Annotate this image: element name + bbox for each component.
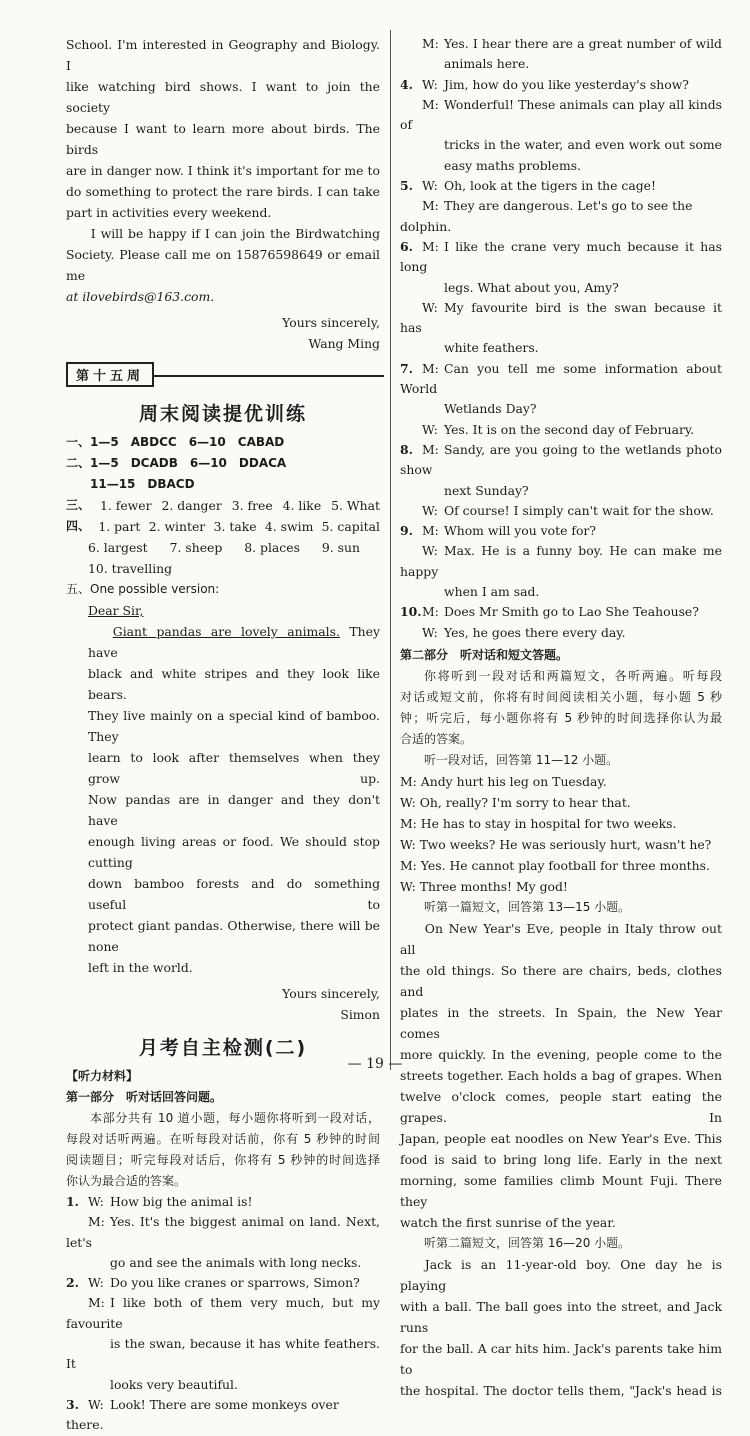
passage1-line: On New Year's Eve, people in Italy throw out all: [400, 920, 722, 957]
passage1-heading: 听第一篇短文，回答第 13—15 小题。: [424, 899, 631, 914]
monthly-test-title: 月考自主检测(二): [138, 1037, 308, 1059]
speaker-label: M:: [422, 36, 439, 51]
dialog-item: [400, 95, 722, 136]
dialog-text: I like both of them very much, but my favourite: [66, 1295, 380, 1331]
dialog-item: [400, 75, 722, 95]
dialog-item: [400, 440, 722, 481]
answer-key: [66, 432, 380, 1025]
answer-item: 3. take: [213, 519, 257, 534]
question-number: 4.: [400, 76, 413, 92]
passage2-line: Jack is an 11-year-old boy. One day he is playing: [400, 1256, 722, 1293]
answer-item: 5. capital: [321, 519, 380, 534]
dialog-item: [66, 1334, 380, 1375]
dialog-item: [400, 135, 722, 155]
dialog-text: go and see the animals with long necks.: [110, 1254, 362, 1270]
dialog-item: [400, 602, 722, 622]
letter-line: do something to protect the rare birds. I can take: [66, 184, 380, 199]
dialog-text: looks very beautiful.: [110, 1376, 238, 1392]
speaker-label: M:: [422, 441, 439, 457]
dialog-item: [400, 420, 722, 440]
dialog-text: Does Mr Smith go to Lao She Teahouse?: [444, 604, 699, 620]
question-number: 2.: [66, 1275, 79, 1291]
passage1-line: Japan, people eat noodles on New Year's Eve. This: [400, 1130, 722, 1146]
dialog-list: [400, 34, 722, 643]
question-number: 7.: [400, 360, 413, 376]
dialog-item: [400, 501, 722, 521]
dialog-text: Jim, how do you like yesterday's show?: [444, 76, 689, 92]
answer-item: 1. part: [98, 519, 141, 534]
part2-heading: 第二部分 听对话和短文答题。: [400, 647, 569, 662]
dialog-item: [400, 34, 722, 54]
answer-item: 8. places: [244, 540, 300, 555]
dialog-line: W: Three months! My god!: [400, 878, 568, 894]
speaker-label: W:: [422, 299, 438, 315]
passage1-line: the old things. So there are chairs, beds, clothes and: [400, 962, 722, 999]
essay-line: black and white stripes and they look like bears.: [88, 666, 380, 702]
passage1-line: watch the first sunrise of the year.: [400, 1214, 616, 1230]
dialog-item: [66, 1192, 380, 1212]
dialog-item: [400, 521, 722, 541]
letter-email-line: at ilovebirds@163.com.: [66, 289, 215, 304]
answer-item: 6. largest: [88, 540, 148, 555]
dialog-text: Look! There are some monkeys over there.: [66, 1396, 339, 1433]
dialog-item: [400, 176, 722, 196]
dialog-text: Whom will you vote for?: [444, 523, 596, 539]
answer-row-4b: [66, 537, 380, 558]
answer-item: 3. free: [231, 498, 273, 513]
dialog-list: [66, 1192, 380, 1436]
letter-line: are in danger now. I think it's important for me to: [66, 163, 380, 178]
dialog-item: [400, 623, 722, 643]
speaker-label: M:: [422, 198, 439, 214]
answer-prefix: 四、: [66, 519, 91, 533]
dialog-text: Wetlands Day?: [444, 401, 537, 417]
passage2-line: the hospital. The doctor tells them, "Jack's head is: [400, 1382, 722, 1398]
speaker-label: M:: [88, 1214, 105, 1230]
dialog-text: tricks in the water, and even work out some: [444, 137, 722, 153]
question-number: 10.: [400, 604, 422, 620]
left-column: [66, 34, 380, 1436]
speaker-label: W:: [88, 1275, 104, 1291]
speaker-label: W:: [422, 421, 438, 437]
essay-closing: Yours sincerely,: [282, 986, 380, 1001]
reading-title: 周末阅读提优训练: [138, 403, 307, 425]
dialog-text: when I am sad.: [444, 584, 540, 600]
dialog-text: animals here.: [444, 56, 530, 72]
answer-row-4c: 10. travelling: [88, 561, 173, 576]
dialog-item: [66, 1253, 380, 1273]
speaker-label: W:: [88, 1396, 104, 1412]
part1-instruction: 本部分共有 10 道小题，每小题你将听到一段对话，: [90, 1111, 380, 1125]
part2-instruction: 对话或短文前，你将有时间阅读相关小题，每小题 5 秒: [400, 689, 722, 704]
answer-row-3: [66, 495, 380, 516]
question-number: 9.: [400, 523, 413, 539]
dialog-text: Can you tell me some information about World: [400, 360, 722, 397]
dialog-text: They are dangerous. Let's go to see the dolphin.: [400, 198, 693, 234]
dialog-text: Max. He is a funny boy. He can make me happy: [400, 543, 722, 579]
dialog-text: I like the crane very much because it has long: [400, 238, 722, 275]
dialog-text: Yes. I hear there are a great number of wild: [444, 36, 722, 51]
essay-line: protect giant pandas. Otherwise, there will be none: [88, 918, 380, 954]
essay-line: [88, 621, 380, 663]
part2-instruction: 合适的答案。: [400, 731, 473, 746]
answer-item: 4. swim: [264, 519, 314, 534]
letter-line: part in activities every weekend.: [66, 205, 272, 220]
part2-instruction: 钟；听完后，每小题你将有 5 秒钟的时间选择你认为最: [400, 710, 722, 725]
letter-line: I will be happy if I can join the Birdwatching: [90, 226, 380, 241]
answer-row-4: [66, 516, 380, 537]
dialog-item: [66, 1273, 380, 1293]
passage1-line: food is said to bring long life. Early in the next: [400, 1151, 722, 1167]
dialog-text: How big the animal is!: [110, 1194, 253, 1209]
part1-instruction: 你认为最合适的答案。: [66, 1174, 187, 1188]
dialog-text: Sandy, are you going to the wetlands photo show: [400, 441, 722, 478]
answer-item: 5. What: [331, 498, 380, 513]
dialog-text: is the swan, because it has white feathers. It: [66, 1336, 380, 1372]
answer-item: 2. danger: [161, 498, 222, 513]
answer-item: 9. sun: [321, 540, 360, 555]
letter-line: like watching bird shows. I want to join the society: [66, 79, 380, 115]
answer-row: 11—15 DBACD: [66, 477, 195, 491]
dialog-item: [400, 481, 722, 501]
dialog-text: Wonderful! These animals can play all kinds of: [400, 96, 722, 133]
letter-closing: Yours sincerely,: [282, 315, 380, 330]
dialog-item: [66, 1212, 380, 1253]
answer-row: 二、1—5 DCADB 6—10 DDACA: [66, 456, 287, 470]
dialog-text: Yes, he goes there every day.: [444, 624, 626, 640]
speaker-label: M:: [422, 96, 439, 112]
dialog-item: [400, 541, 722, 582]
essay-line: enough living areas or food. We should stop cutting: [88, 834, 380, 870]
part1-instruction: 每段对话听两遍。在听每段对话前，你有 5 秒钟的时间: [66, 1132, 380, 1146]
answer-prefix: 三、: [66, 498, 91, 512]
answer-item: 2. winter: [148, 519, 206, 534]
dialog-text: Yes. It's the biggest animal on land. Next, let's: [66, 1214, 380, 1250]
speaker-label: M:: [422, 360, 439, 376]
dialog-text: Do you like cranes or sparrows, Simon?: [110, 1275, 360, 1291]
dialog-item: [66, 1375, 380, 1395]
speaker-label: M:: [422, 604, 439, 620]
dialog-item: [66, 1395, 380, 1436]
essay-body: [66, 621, 380, 978]
letter-signature: Wang Ming: [308, 336, 380, 351]
answer-item: 1. fewer: [99, 498, 152, 513]
answer-item: 4. like: [282, 498, 322, 513]
question-number: 8.: [400, 441, 413, 457]
column-divider: [390, 30, 391, 1070]
passage2-line: with a ball. The ball goes into the street, and Jack runs: [400, 1298, 722, 1335]
dialog-text: easy maths problems.: [444, 157, 581, 173]
speaker-label: W:: [422, 76, 438, 92]
essay-signature: Simon: [340, 1007, 380, 1022]
letter-continuation: [66, 34, 380, 354]
passage1-line: plates in the streets. In Spain, the New Year comes: [400, 1004, 722, 1041]
essay-topic-sentence: Giant pandas are lovely animals.: [112, 624, 340, 639]
dialog-line: W: Two weeks? He was seriously hurt, wasn't he?: [400, 836, 712, 852]
essay-line: down bamboo forests and do something useful to: [88, 876, 380, 912]
dialog-text: white feathers.: [444, 340, 539, 356]
dialog-item: [400, 278, 722, 298]
question-number: 5.: [400, 178, 413, 194]
question-number: 1.: [66, 1194, 79, 1209]
dialog-line: M: Yes. He cannot play football for three months.: [400, 857, 710, 873]
dialog-item: [400, 298, 722, 339]
answer-row: 一、1—5 ABDCC 6—10 CABAD: [66, 435, 285, 449]
dialog-item: [66, 1293, 380, 1334]
dialog-item: [400, 582, 722, 602]
answer-row-5: 五、One possible version:: [66, 582, 220, 596]
right-column: [400, 34, 722, 1401]
dialog-item: [400, 359, 722, 400]
passage2-line: for the ball. A car hits him. Jack's parents take him to: [400, 1340, 722, 1377]
letter-line: because I want to learn more about birds. The birds: [66, 121, 380, 157]
dialog-text: Oh, look at the tigers in the cage!: [444, 178, 656, 194]
essay-line: Now pandas are in danger and they don't have: [88, 792, 380, 828]
answer-item: 7. sheep: [169, 540, 223, 555]
speaker-label: M:: [422, 238, 439, 254]
letter-line: School. I'm interested in Geography and Biology. I: [66, 37, 380, 73]
speaker-label: M:: [422, 523, 439, 539]
dialog-item: [400, 156, 722, 176]
dialog-text: Of course! I simply can't wait for the show.: [444, 502, 714, 518]
essay-salutation: Dear Sir,: [88, 603, 144, 618]
essay-line-rest: They have: [88, 624, 380, 660]
dialog-text: legs. What about you, Amy?: [444, 279, 619, 295]
part2-instruction: 你将听到一段对话和两篇短文，各听两遍。听每段: [424, 668, 722, 683]
speaker-label: W:: [422, 543, 438, 559]
speaker-label: M:: [88, 1295, 105, 1311]
speaker-label: W:: [422, 178, 438, 194]
page-number: — 19 —: [347, 1056, 403, 1072]
speaker-label: W:: [88, 1194, 104, 1209]
listening-heading: 【听力材料】: [66, 1069, 139, 1083]
essay-line: left in the world.: [88, 960, 193, 975]
dialog-item: [400, 196, 722, 237]
passage1-line: streets together. Each holds a bag of grapes. When: [400, 1067, 722, 1083]
dialog-text: Yes. It is on the second day of February.: [444, 421, 695, 437]
dialog-item: [400, 54, 722, 74]
passage2-heading: 听第二篇短文，回答第 16—20 小题。: [424, 1235, 631, 1250]
dialog-text: next Sunday?: [444, 482, 529, 498]
dialog-item: [400, 338, 722, 358]
essay-line: They live mainly on a special kind of bamboo. They: [88, 708, 380, 744]
passage1-line: twelve o'clock comes, people start eating the grapes. In: [400, 1088, 722, 1125]
passage1-line: more quickly. In the evening, people come to the: [400, 1046, 722, 1062]
speaker-label: W:: [422, 624, 438, 640]
passage1-line: morning, some families climb Mount Fuji. There they: [400, 1172, 722, 1209]
dialog-text: My favourite bird is the swan because it has: [400, 299, 722, 336]
dialog-item: [400, 237, 722, 278]
question-number: 3.: [66, 1396, 79, 1412]
essay-line: learn to look after themselves when they grow up.: [88, 750, 380, 786]
dialog-heading: 听一段对话，回答第 11—12 小题。: [424, 752, 619, 767]
part1-heading: 第一部分 听对话回答问题。: [66, 1090, 223, 1104]
dialog-line: M: He has to stay in hospital for two weeks.: [400, 815, 677, 831]
dialog-item: [400, 399, 722, 419]
question-number: 6.: [400, 238, 413, 254]
part1-instruction: 阅读题目；听完每段对话后，你将有 5 秒钟的时间选择: [66, 1153, 380, 1167]
dialog-line: W: Oh, really? I'm sorry to hear that.: [400, 794, 631, 810]
speaker-label: W:: [422, 502, 438, 518]
week-label: 第十五周: [66, 362, 154, 387]
dialog-line: M: Andy hurt his leg on Tuesday.: [400, 773, 607, 789]
letter-line: Society. Please call me on 15876598649 or email me: [66, 247, 380, 283]
